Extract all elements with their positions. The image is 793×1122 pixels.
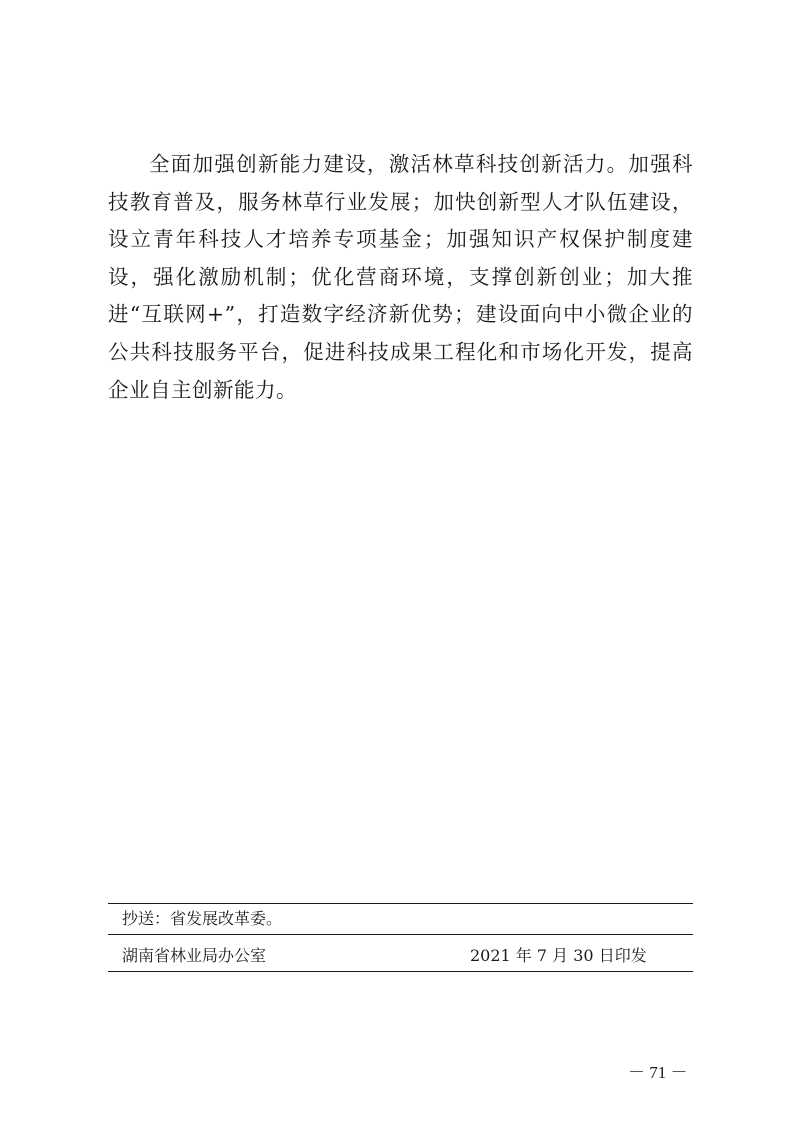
page-number: － 71 － [628,1063,688,1082]
print-date: 2021 年 7 月 30 日印发 [470,946,647,965]
footer-bottom-rule [108,971,693,972]
issuing-office: 湖南省林业局办公室 [122,946,267,965]
footer-middle-rule [108,934,693,935]
body-paragraph: 全面加强创新能力建设，激活林草科技创新活力。加强科技教育普及，服务林草行业发展；加快创新型人才队伍建设，设立青年科技人才培养专项基金；加强知识产权保护制度建设，强化激励机制；优化营商环境，支撑创新创业；加大推进“互联网+”，打造数字经济新优势；建设面向中小微企业的公共科技服务平台，促进科技成果工程化和市场化开发，提高企业自主创新能力。 [108,152,693,402]
footer-top-rule [108,903,693,904]
cc-line: 抄送：省发展改革委。 [122,909,283,928]
